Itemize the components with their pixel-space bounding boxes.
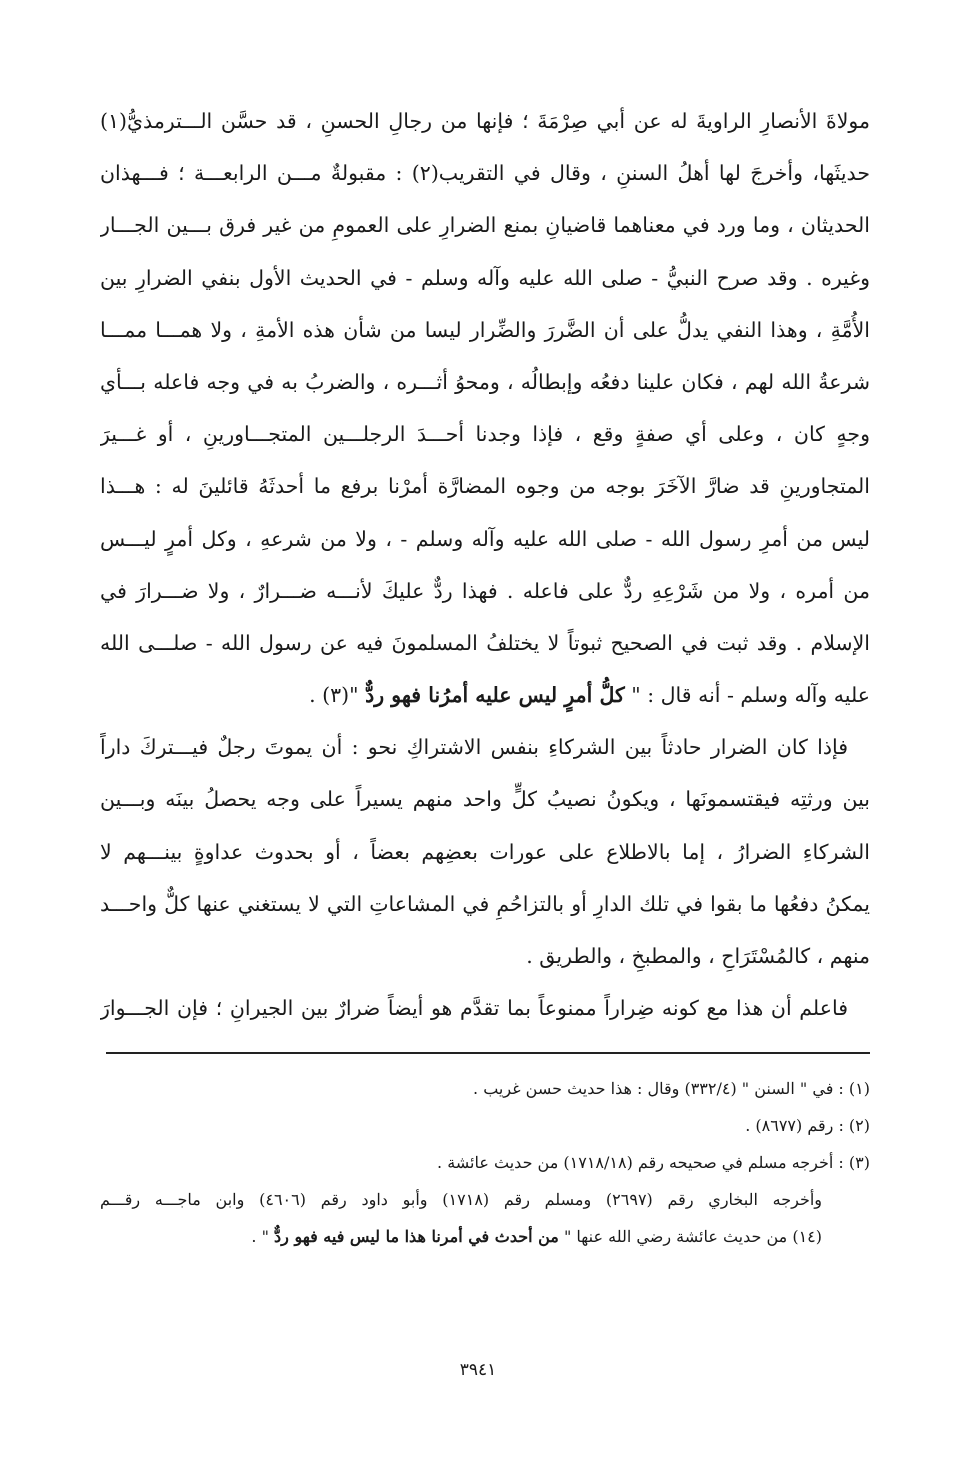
quote-suffix: "(٣) .	[309, 683, 366, 708]
footnotes	[100, 1070, 870, 1255]
main-text	[100, 95, 870, 1034]
text-line: وجهٍ كان ، وعلى أي صفةٍ وقع ، فإذا وجدنا أحـــدَ الرجلـــين المتجـــاورينِ ، أو غـــيرَ	[100, 422, 870, 447]
paragraph-2-line: يمكنُ دفعُها ما بقوا في تلك الدارِ أو بالتزاحُمِ في المشاعاتِ التي لا يستغني عنها كلٌّ واحـــد	[100, 891, 870, 916]
paragraph-2-line: منهم ، كالمُسْتَرَاحِ ، والمطبخِ ، والطريق .	[526, 944, 870, 968]
hadith-quote: كلُّ أمرٍ ليس عليه أمرُنا فهو ردٌّ	[365, 683, 625, 708]
text-line: الأُمَّةِ ، وهذا النفي يدلُّ على أن الضَّررَ والضِّرار ليسا من شأن هذه الأمةِ ، ولا همـــا ممـــا	[100, 317, 870, 342]
paragraph-2-line: فإذا كان الضرار حادثاً بين الشركاءِ بنفس الاشتراكِ نحو : أن يموتَ رجلٌ فيـــتركَ داراً	[100, 735, 848, 760]
text-line: ليس من أمرِ رسول الله - صلى الله عليه وآله وسلم - ، ولا من شرعهِ ، وكل أمرٍ ليـــس	[100, 526, 870, 551]
footnote-2: (٢) : رقم (٨٦٧٧) .	[745, 1116, 870, 1135]
text-line: الإسلام . وقد ثبت في الصحيح ثبوتاً لا يختلفُ المسلمونَ فيه عن رسول الله - صلـــى الله	[100, 630, 870, 655]
paragraph-2-line: الشركاءِ الضرارُ ، إما بالاطلاع على عورات بعضِهم بعضاً ، أو بحدوث عداوةٍ بينـــهم لا	[100, 839, 870, 864]
footnote-hadith-quote: من أحدث في أمرنا هذا ما ليس فيه فهو ردٌّ	[274, 1227, 559, 1246]
text-line: المتجاورينِ قد ضارَّ الآخَرَ بوجه من وجوه المضارَّة أمرْنا برفع ما أحدثَهُ قائلينَ له : هـــذا	[100, 474, 870, 499]
text-line: شرعةُ الله لهم ، فكان علينا دفعُه وإبطالُه ، ومحوُ أثـــره ، والضربُ به في وجه فاعله بـــأي	[100, 369, 870, 394]
text-line: من أمره ، ولا من شَرْعِهِ ردٌّ على فاعله . فهذا ردٌّ عليكَ لأنـــه ضـــرارٌ ، ولا ضـــرارَ في	[100, 578, 870, 603]
footnote-quote-suffix: " .	[251, 1227, 275, 1246]
text-line: الحديثان ، وما ورد في معناهما قاضيانِ بمنع الضرارِ على العمومِ من غير فرق بـــين الجـــار	[100, 213, 870, 238]
paragraph-2-line: بين ورثتِه فيقتسمونَها ، ويكونُ نصيبُ كلٍّ واحد منهم يسيراً على وجه يحصلُ بينَه وبـــين	[100, 787, 870, 812]
footnote-3: (٣) : أخرجه مسلم في صحيحه رقم (١٧١٨/١٨) من حديث عائشة .	[437, 1153, 870, 1172]
footnote-3-continuation: وأخرجه البخاري رقم (٢٦٩٧) ومسلم رقم (١٧١٨) وأبو داود رقم (٤٦٠٦) وابن ماجـــه رقـــم	[100, 1190, 823, 1209]
text-line: مولاةَ الأنصارِ الراويةَ له عن أبي صِرْمَةَ ؛ فإنها من رجالِ الحسنِ ، قد حسَّن الـــترمذيُّ(١)	[100, 109, 870, 133]
paragraph-3-line: فاعلم أن هذا مع كونه ضِراراً ممنوعاً بما تقدَّم هو أيضاً ضرارٌ بين الجيرانِ ؛ فإن الجـــوارَ	[100, 996, 848, 1021]
text-line: وغيره . وقد صرح النبيُّ - صلى الله عليه وآله وسلم - في الحديث الأول بنفي الضرارِ بين	[100, 265, 870, 290]
footnote-3-last-line	[100, 1218, 870, 1255]
text-line: حديثَها، وأخرجَ لها أهلُ السننِ ، وقال في التقريب(٢) : مقبولةٌ مـــن الرابعـــة ؛ فـــهذان	[100, 161, 870, 186]
quote-prefix: عليه وآله وسلم - أنه قال : "	[624, 683, 870, 708]
footnote-1: (١) : في " السنن " (٣٣٢/٤) وقال : هذا حديث حسن غريب .	[473, 1079, 870, 1098]
text-line-hadith-quote	[100, 669, 870, 721]
page-number: ٣٩٤١	[459, 1360, 497, 1380]
footnote-quote-prefix: (١٤) من حديث عائشة رضي الله عنها "	[558, 1227, 822, 1246]
footnote-separator	[106, 1052, 870, 1054]
